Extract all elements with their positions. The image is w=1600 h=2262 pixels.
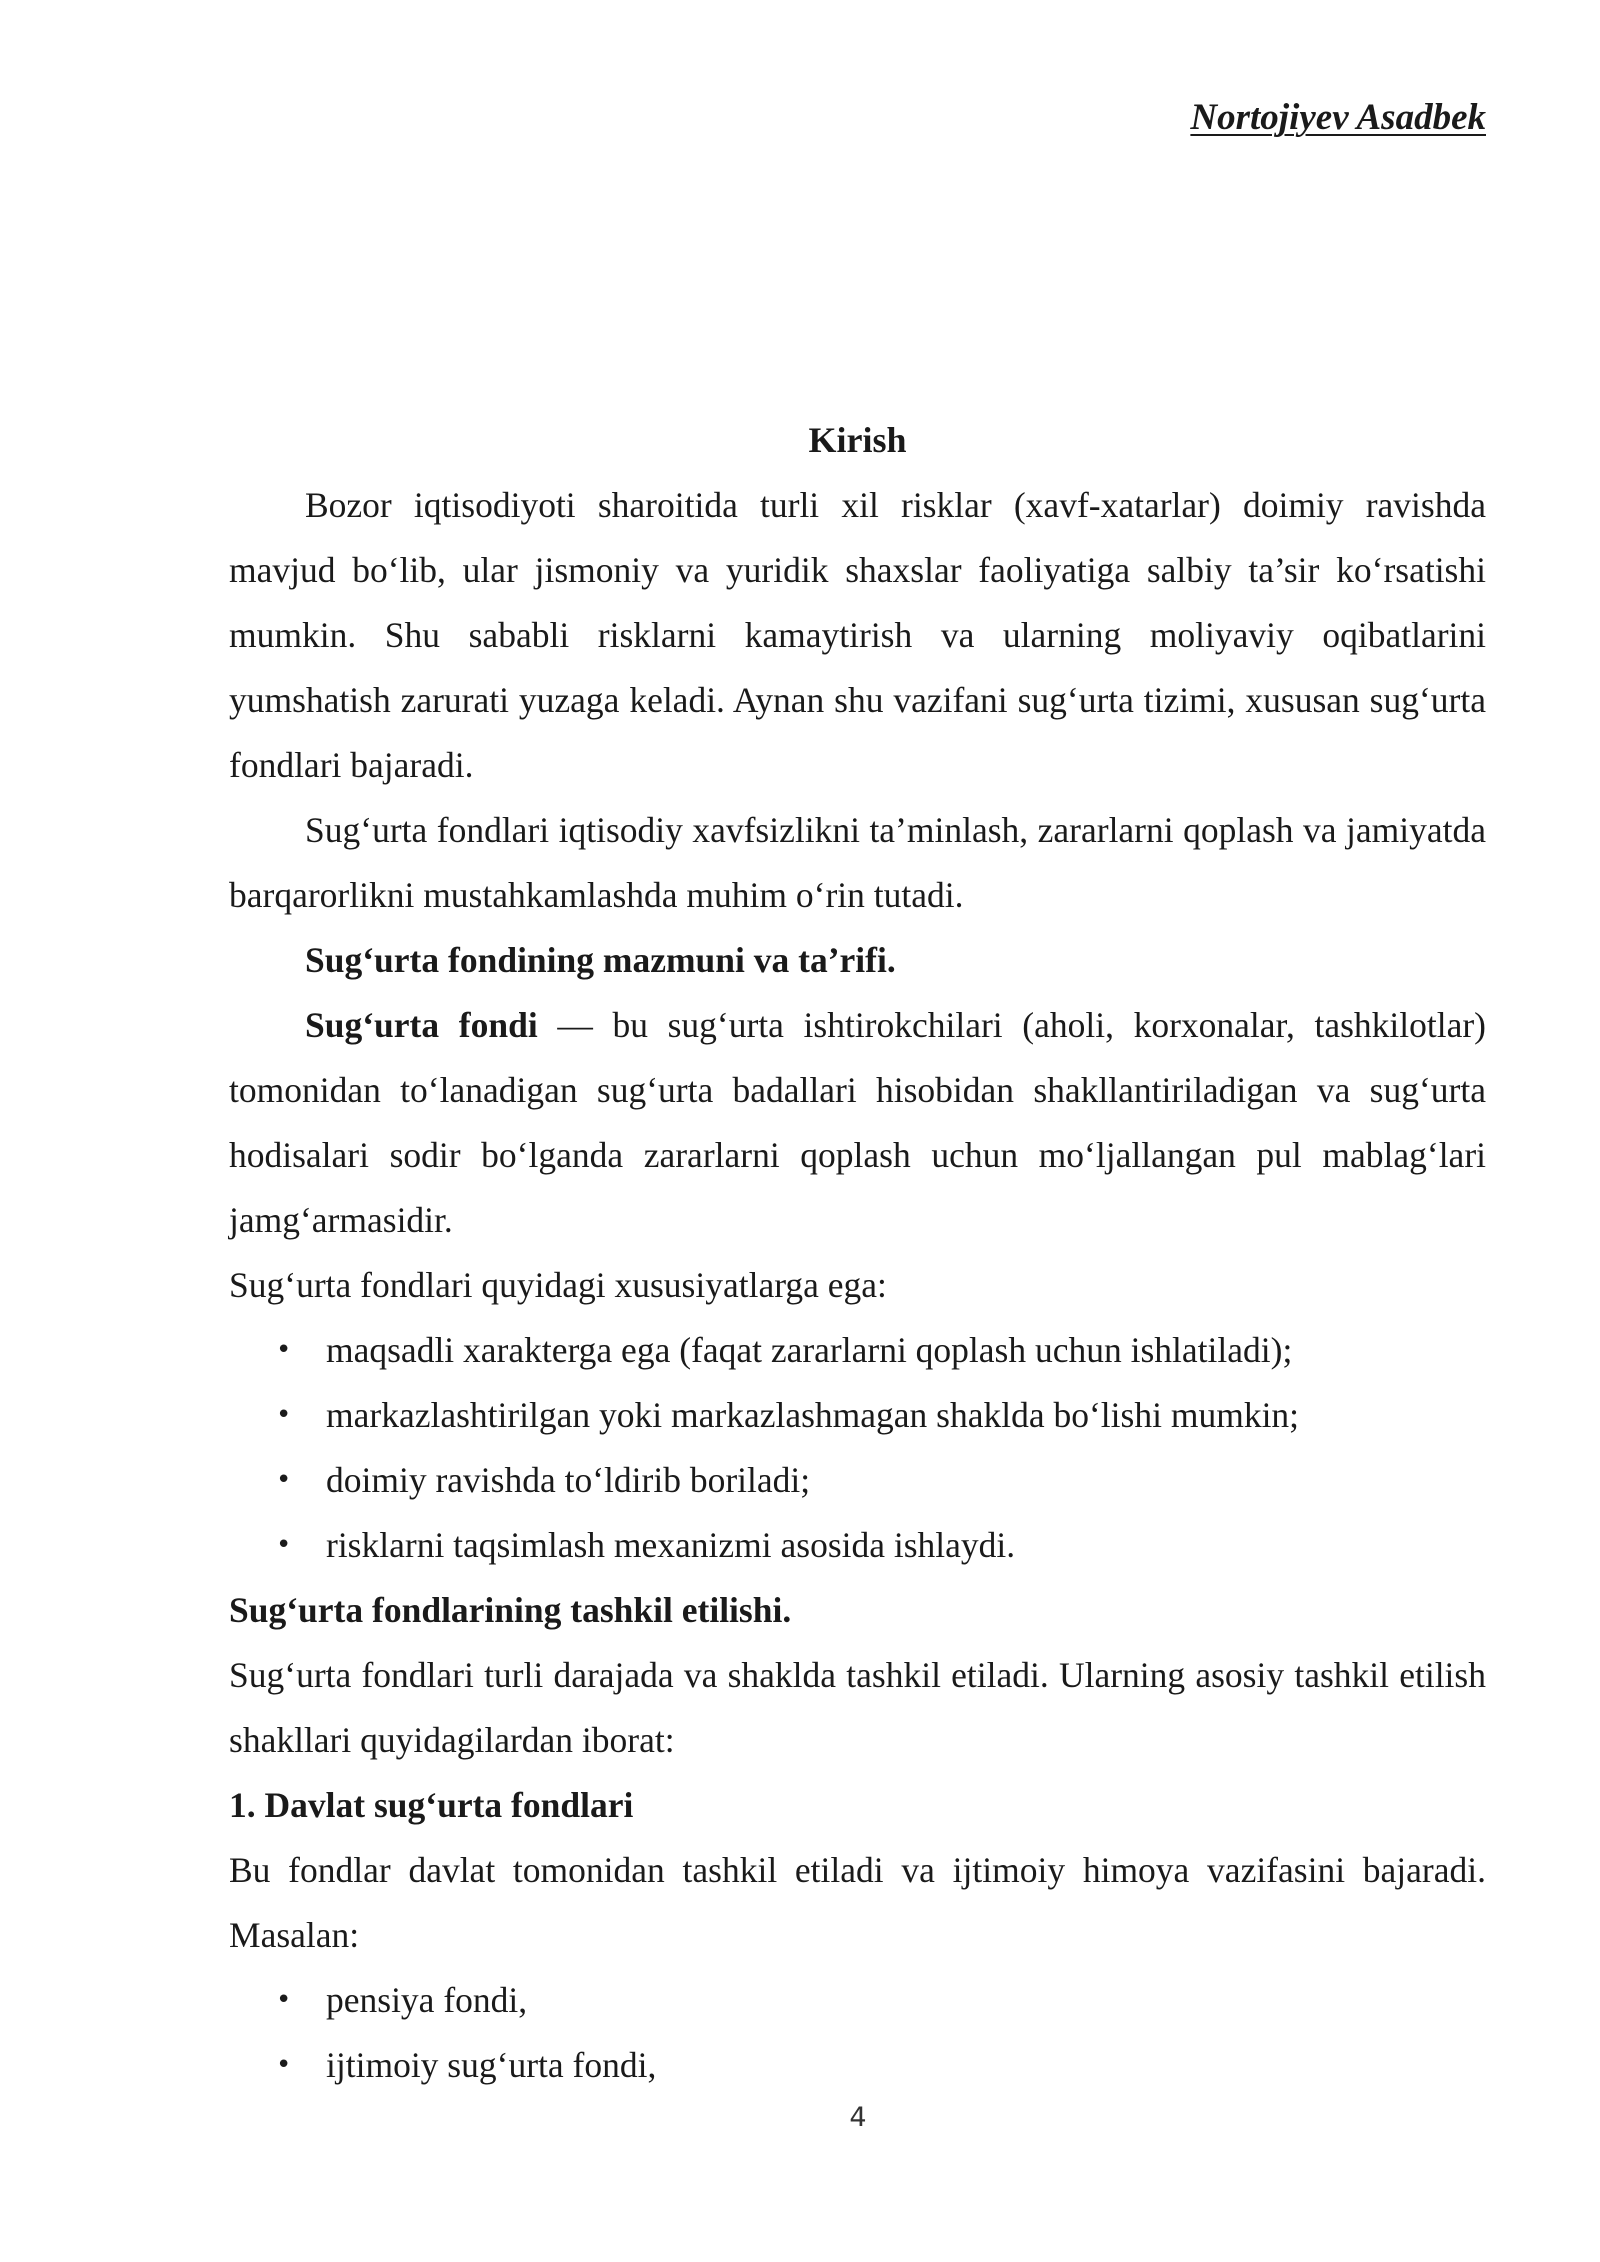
features-list — [229, 1318, 1486, 1578]
list-item — [229, 1383, 1486, 1448]
list-item — [229, 1968, 1486, 2033]
intro-paragraph-1: Bozor iqtisodiyoti sharoitida turli xil risklar (xavf-xatarlar) doimiy ravishda mavjud bo‘lib, ular jismoniy va yuridik shaxslar faoliyatiga salbiy ta’sir ko‘rsatishi mumkin. Shu sababli risklarni kamaytirish va ularning moliyaviy oqibatlarini yumshatish zarurati yuzaga keladi. Aynan shu vazifani sug‘urta tizimi, xususan sug‘urta fondlari bajaradi. — [229, 485, 1486, 785]
section-heading-definition: Sug‘urta fondining mazmuni va ta’rifi. — [305, 940, 896, 980]
list-item-text: ijtimoiy sug‘urta fondi, — [326, 2045, 657, 2085]
bullet-icon: • — [276, 1530, 292, 1560]
organization-paragraph: Sug‘urta fondlari turli darajada va shaklda tashkil etiladi. Ularning asosiy tashkil etilish shakllari quyidagilardan iborat: — [229, 1655, 1486, 1760]
page-number: 4 — [849, 2102, 867, 2133]
list-item-text: risklarni taqsimlash mexanizmi asosida ishlaydi. — [326, 1525, 1016, 1565]
list-item-text: markazlashtirilgan yoki markazlashmagan shaklda bo‘lishi mumkin; — [326, 1395, 1300, 1435]
list-item-text: pensiya fondi, — [326, 1980, 528, 2020]
definition-term: Sug‘urta fondi — [305, 1005, 538, 1045]
definition-paragraph — [229, 993, 1486, 1253]
header-author: Nortojiyev Asadbek — [1190, 97, 1486, 138]
definition-text: — bu sug‘urta ishtirokchilari (aholi, korxonalar, tashkilotlar) tomonidan to‘lanadigan sug‘urta badallari hisobidan shakllantiriladigan va sug‘urta hodisalari sodir bo‘lganda zararlarni qoplash uchun mo‘ljallangan pul mablag‘lari jamg‘armasidir. — [229, 1005, 1486, 1240]
intro-paragraph-2: Sug‘urta fondlari iqtisodiy xavfsizlikni ta’minlash, zararlarni qoplash va jamiyatda barqarorlikni mustahkamlashda muhim o‘rin tutadi. — [229, 810, 1486, 915]
subsection-heading-state-funds: 1. Davlat sug‘urta fondlari — [229, 1785, 634, 1825]
features-intro: Sug‘urta fondlari quyidagi xususiyatlarga ega: — [229, 1265, 887, 1305]
bullet-icon: • — [276, 1335, 292, 1365]
examples-list — [229, 1968, 1486, 2098]
list-item — [229, 1448, 1486, 1513]
list-item — [229, 2033, 1486, 2098]
state-funds-paragraph: Bu fondlar davlat tomonidan tashkil etiladi va ijtimoiy himoya vazifasini bajaradi. Masalan: — [229, 1850, 1486, 1955]
bullet-icon: • — [276, 1465, 292, 1495]
bullet-icon: • — [276, 1400, 292, 1430]
list-item — [229, 1513, 1486, 1578]
list-item-text: doimiy ravishda to‘ldirib boriladi; — [326, 1460, 811, 1500]
bullet-icon: • — [276, 2050, 292, 2080]
section-heading-organization: Sug‘urta fondlarining tashkil etilishi. — [229, 1590, 792, 1630]
list-item-text: maqsadli xarakterga ega (faqat zararlarni qoplash uchun ishlatiladi); — [326, 1330, 1293, 1370]
document-body — [229, 408, 1486, 2098]
bullet-icon: • — [276, 1985, 292, 2015]
page-title: Kirish — [808, 420, 907, 460]
list-item — [229, 1318, 1486, 1383]
